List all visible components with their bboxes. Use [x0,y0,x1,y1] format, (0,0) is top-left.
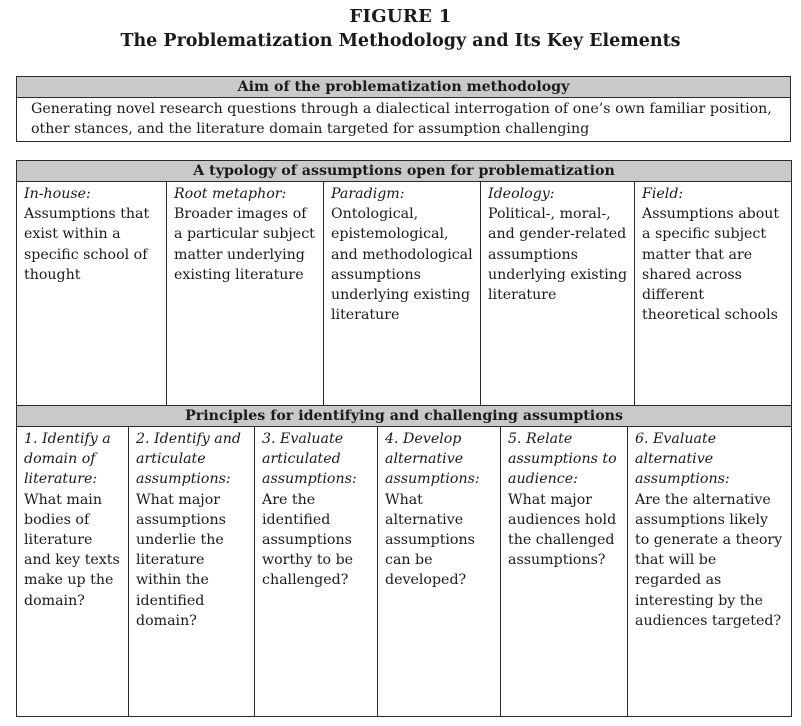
principle-name: 6. Evaluate alternative assumptions: [635,431,730,488]
typology-description: Ontological, epistemological, and methodological assumptions underlying existing literature [331,206,473,324]
principle-question: Are the identified assumptions worthy to be challenged? [262,491,354,589]
principle-question: What major assumptions underlie the literature within the identified domain? [136,491,226,629]
typology-name: In-house: [24,186,91,202]
typology-description: Assumptions about a specific subject matter that are shared across different theoretical schools [642,206,780,324]
principle-cell-3 [255,427,378,717]
aim-table [16,76,791,142]
principle-cell-1 [17,427,129,717]
typology-header: A typology of assumptions open for problematization [17,161,792,182]
principle-name: 2. Identify and articulate assumptions: [136,431,241,488]
principles-header: Principles for identifying and challenging assumptions [17,406,792,427]
principle-cell-6 [628,427,792,717]
typology-cell-in-house [17,182,167,407]
typology-name: Field: [642,186,684,202]
typology-description: Assumptions that exist within a specific school of thought [24,206,150,283]
principle-name: 3. Evaluate articulated assumptions: [262,431,357,488]
figure-label: FIGURE 1 [349,6,452,27]
typology-name: Ideology: [488,186,555,202]
principle-name: 1. Identify a domain of literature: [24,431,111,488]
principle-name: 4. Develop alternative assumptions: [385,431,480,488]
principle-question: Are the alternative assumptions likely to generate a theory that will be regarded as interesting by the audiences targeted? [635,491,783,629]
principle-cell-4 [378,427,501,717]
principle-question: What alternative assumptions can be developed? [385,491,475,589]
principle-cell-5 [501,427,628,717]
principles-table [16,405,792,717]
typology-description: Broader images of a particular subject matter underlying existing literature [174,206,315,283]
aim-text: Generating novel research questions through a dialectical interrogation of one’s own familiar position, other stances, and the literature domain targeted for assumption challenging [17,98,791,142]
typology-cell-field [635,182,792,407]
typology-cell-ideology [481,182,635,407]
principle-question: What main bodies of literature and key texts make up the domain? [24,491,120,609]
typology-description: Political-, moral-, and gender-related assumptions underlying existing literature [488,206,628,304]
principle-name: 5. Relate assumptions to audience: [508,431,617,488]
principle-question: What major audiences hold the challenged assumptions? [508,491,617,569]
typology-table [16,160,792,407]
principle-cell-2 [129,427,255,717]
typology-name: Paradigm: [331,186,405,202]
typology-cell-root-metaphor [167,182,324,407]
figure-title: The Problematization Methodology and Its Key Elements [120,31,681,51]
aim-header: Aim of the problematization methodology [17,77,791,98]
typology-name: Root metaphor: [174,186,287,202]
typology-cell-paradigm [324,182,481,407]
